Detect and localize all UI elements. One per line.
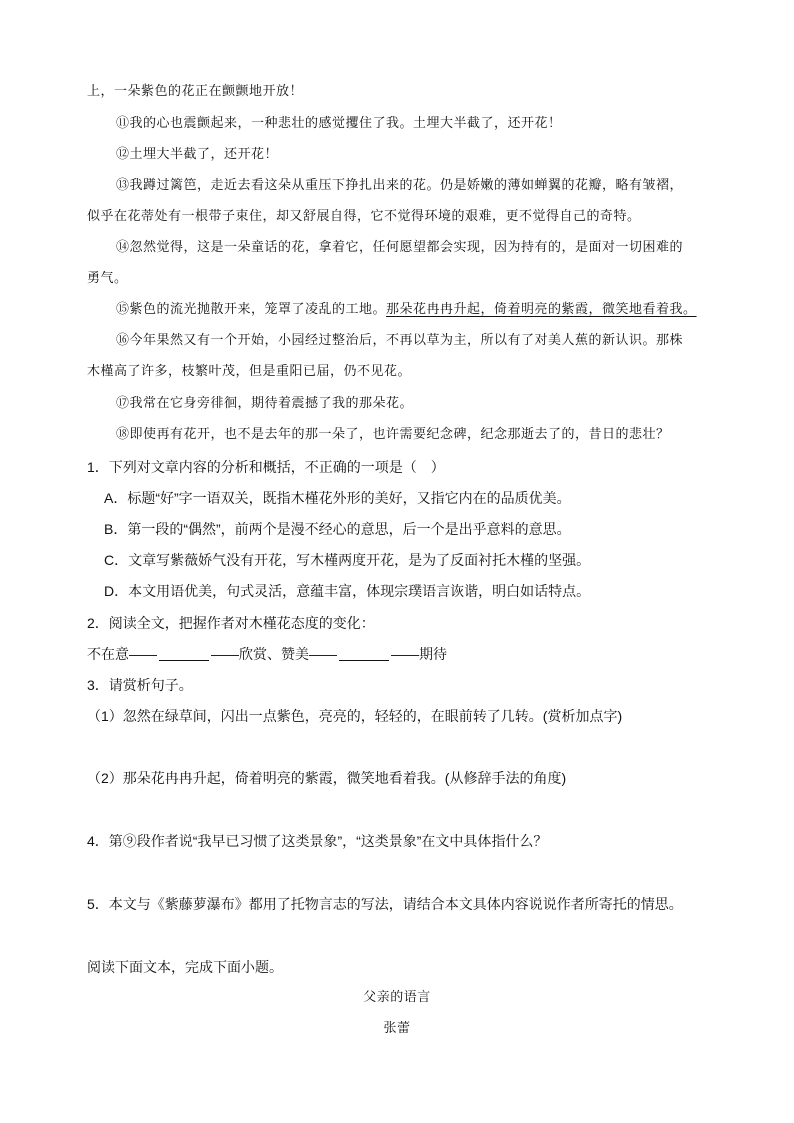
attitude-stage-2: ——欣赏、赞美—— <box>211 646 337 662</box>
question-1-option-b: B．第一段的“偶然”，前两个是漫不经心的意思，后一个是出乎意料的意思。 <box>104 521 571 537</box>
paragraph-18: ⑱即使再有花开，也不是去年的那一朵了，也许需要纪念碑，纪念那逝去了的，昔日的悲壮？ <box>116 427 670 442</box>
question-1-option-c: C．文章写紫薇娇气没有开花，写木槿两度开花，是为了反面衬托木槿的坚强。 <box>104 552 591 568</box>
paragraph-14-line2: 勇气。 <box>87 271 128 286</box>
question-3: 3．请赏析句子。 <box>87 677 193 693</box>
paragraph-13-line2: 似乎在花蒂处有一根带子束住，却又舒展自得，它不觉得环境的艰难，更不觉得自己的奇特。 <box>87 209 641 224</box>
answer-blank-1[interactable] <box>159 646 209 661</box>
question-1: 1．下列对文章内容的分析和概括，不正确的一项是（ ） <box>87 459 445 475</box>
question-3-part-2: （2）那朵花冉冉升起，倚着明亮的紫霞，微笑地看着我。(从修辞手法的角度) <box>87 770 567 786</box>
question-4: 4．第⑨段作者说“我早已习惯了这类景象”，“这类景象”在文中具体指什么？ <box>87 833 548 849</box>
question-5: 5．本文与《紫藤萝瀑布》都用了托物言志的写法，请结合本文具体内容说说作者所寄托的情思。 <box>87 896 683 912</box>
question-3-part-1: （1）忽然在绿草间，闪出一点紫色，亮亮的，轻轻的，在眼前转了几转。(赏析加点字) <box>87 708 623 724</box>
paragraph-17: ⑰我常在它身旁徘徊，期待着震撼了我的那朵花。 <box>116 396 414 411</box>
answer-blank-2[interactable] <box>339 646 389 661</box>
paragraph-12: ⑫土埋大半截了，还开花！ <box>116 147 279 162</box>
paragraph-16-line2: 木槿高了许多，枝繁叶茂，但是重阳已届，仍不见花。 <box>87 364 412 379</box>
paragraph-14-line1: ⑭忽然觉得，这是一朵童话的花，拿着它，任何愿望都会实现，因为持有的，是面对一切困难的 <box>116 240 684 255</box>
paragraph-11: ⑪我的心也震颤起来，一种悲壮的感觉攫住了我。土埋大半截了，还开花！ <box>116 116 562 131</box>
question-2: 2．阅读全文，把握作者对木槿花态度的变化： <box>87 615 375 631</box>
reading-instruction: 阅读下面文本，完成下面小题。 <box>87 959 283 975</box>
underlined-sentence: 那朵花冉冉升起，倚着明亮的紫霞，微笑地看着我。 <box>386 302 697 317</box>
paragraph-13-line1: ⑬我蹲过篱笆，走近去看这朵从重压下挣扎出来的花。仍是娇嫩的薄如蝉翼的花瓣，略有皱褶， <box>116 178 684 193</box>
paragraph-15-text: ⑮紫色的流光抛散开来，笼罩了凌乱的工地。 <box>116 302 387 317</box>
passage-line: 上，一朵紫色的花正在颤颤地开放！ <box>87 84 304 99</box>
paragraph-15 <box>116 300 697 320</box>
article-title: 父亲的语言 <box>363 990 431 1005</box>
question-1-option-d: D．本文用语优美，句式灵活，意蕴丰富，体现宗璞语言诙谐，明白如话特点。 <box>104 583 591 599</box>
question-1-option-a: A．标题“好”字一语双关，既指木槿花外形的美好，又指它内在的品质优美。 <box>104 490 571 506</box>
article-author: 张蕾 <box>383 1021 411 1036</box>
attitude-stage-1: 不在意—— <box>87 646 157 662</box>
attitude-stage-3: ——期待 <box>391 646 447 662</box>
paragraph-16-line1: ⑯今年果然又有一个开始，小园经过整治后，不再以草为主，所以有了对美人蕉的新认识。那株 <box>116 333 684 348</box>
question-2-fill-line <box>87 644 447 664</box>
